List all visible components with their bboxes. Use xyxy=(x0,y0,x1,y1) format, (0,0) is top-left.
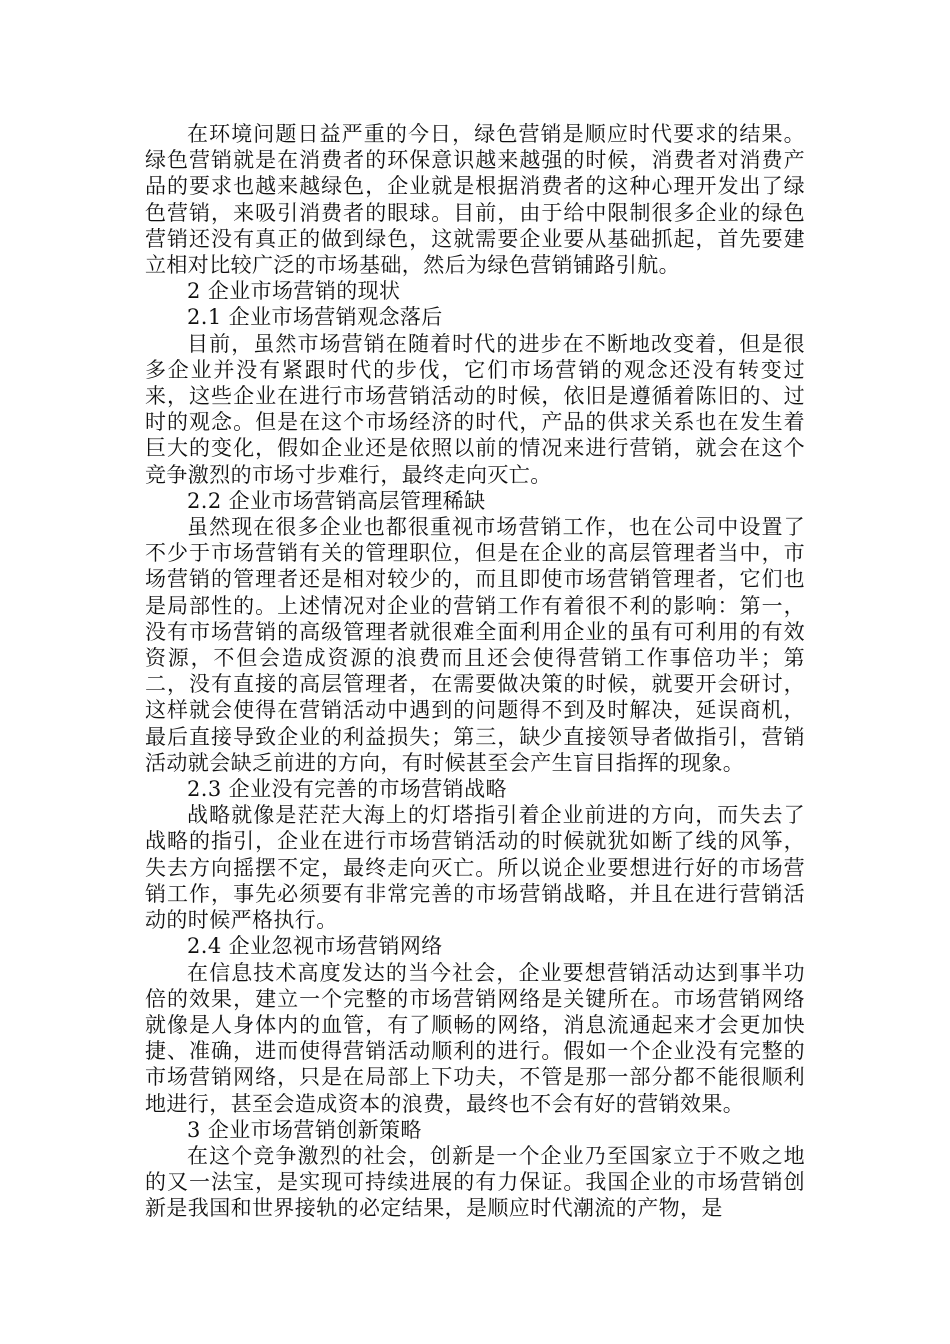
document-body xyxy=(145,121,805,1222)
heading-section-3: 3 企业市场营销创新策略 xyxy=(187,1117,422,1142)
paragraph-section-2-1: 目前，虽然市场营销在随着时代的进步在不断地改变着，但是很多企业并没有紧跟时代的步伐，它们市场营销的观念还没有转变过来，这些企业在进行市场营销活动的时候，依旧是遵循着陈旧的、过时的观念。但是在这个市场经济的时代，产品的供求关系也在发生着巨大的变化，假如企业还是依照以前的情况来进行营销，就会在这个竞争激烈的市场寸步难行，最终走向灭亡。 xyxy=(145,331,805,487)
heading-section-2-1: 2.1 企业市场营销观念落后 xyxy=(187,305,443,330)
heading-section-2-2: 2.2 企业市场营销高层管理稀缺 xyxy=(187,488,486,513)
heading-section-2-4: 2.4 企业忽视市场营销网络 xyxy=(187,934,443,959)
heading-section-2: 2 企业市场营销的现状 xyxy=(187,279,401,304)
paragraph-section-2-2: 虽然现在很多企业也都很重视市场营销工作，也在公司中设置了不少于市场营销有关的管理职位，但是在企业的高层管理者当中，市场营销的管理者还是相对较少的，而且即使市场营销管理者，它们也是局部性的。上述情况对企业的营销工作有着很不利的影响：第一，没有市场营销的高级管理者就很难全面利用企业的虽有可利用的有效资源，不但会造成资源的浪费而且还会使得营销工作事倍功半；第二，没有直接的高层管理者，在需要做决策的时候，就要开会研讨，这样就会使得在营销活动中遇到的问题得不到及时解决，延误商机，最后直接导致企业的利益损失；第三，缺少直接领导者做指引，营销活动就会缺乏前进的方向，有时候甚至会产生盲目指挥的现象。 xyxy=(145,515,805,775)
paragraph-green-marketing: 在环境问题日益严重的今日，绿色营销是顺应时代要求的结果。绿色营销就是在消费者的环保意识越来越强的时候，消费者对消费产品的要求也越来越绿色，企业就是根据消费者的这种心理开发出了绿色营销，来吸引消费者的眼球。目前，由于给中限制很多企业的绿色营销还没有真正的做到绿色，这就需要企业要从基础抓起，首先要建立相对比较广泛的市场基础，然后为绿色营销铺路引航。 xyxy=(145,122,805,278)
paragraph-section-3: 在这个竞争激烈的社会，创新是一个企业乃至国家立于不败之地的又一法宝，是实现可持续进展的有力保证。我国企业的市场营销创新是我国和世界接轨的必定结果，是顺应时代潮流的产物，是 xyxy=(145,1143,805,1221)
paragraph-section-2-3: 战略就像是茫茫大海上的灯塔指引着企业前进的方向，而失去了战略的指引，企业在进行市场营销活动的时候就犹如断了线的风筝，失去方向摇摆不定，最终走向灭亡。所以说企业要想进行好的市场营销工作，事先必须要有非常完善的市场营销战略，并且在进行营销活动的时候严格执行。 xyxy=(145,803,805,933)
heading-section-2-3: 2.3 企业没有完善的市场营销战略 xyxy=(187,777,507,802)
paragraph-section-2-4: 在信息技术高度发达的当今社会，企业要想营销活动达到事半功倍的效果，建立一个完整的市场营销网络是关键所在。市场营销网络就像是人身体内的血管，有了顺畅的网络，消息流通起来才会更加快捷、准确，进而使得营销活动顺利的进行。假如一个企业没有完整的市场营销网络，只是在局部上下功夫，不管是那一部分都不能很顺利地进行，甚至会造成资本的浪费，最终也不会有好的营销效果。 xyxy=(145,960,805,1116)
